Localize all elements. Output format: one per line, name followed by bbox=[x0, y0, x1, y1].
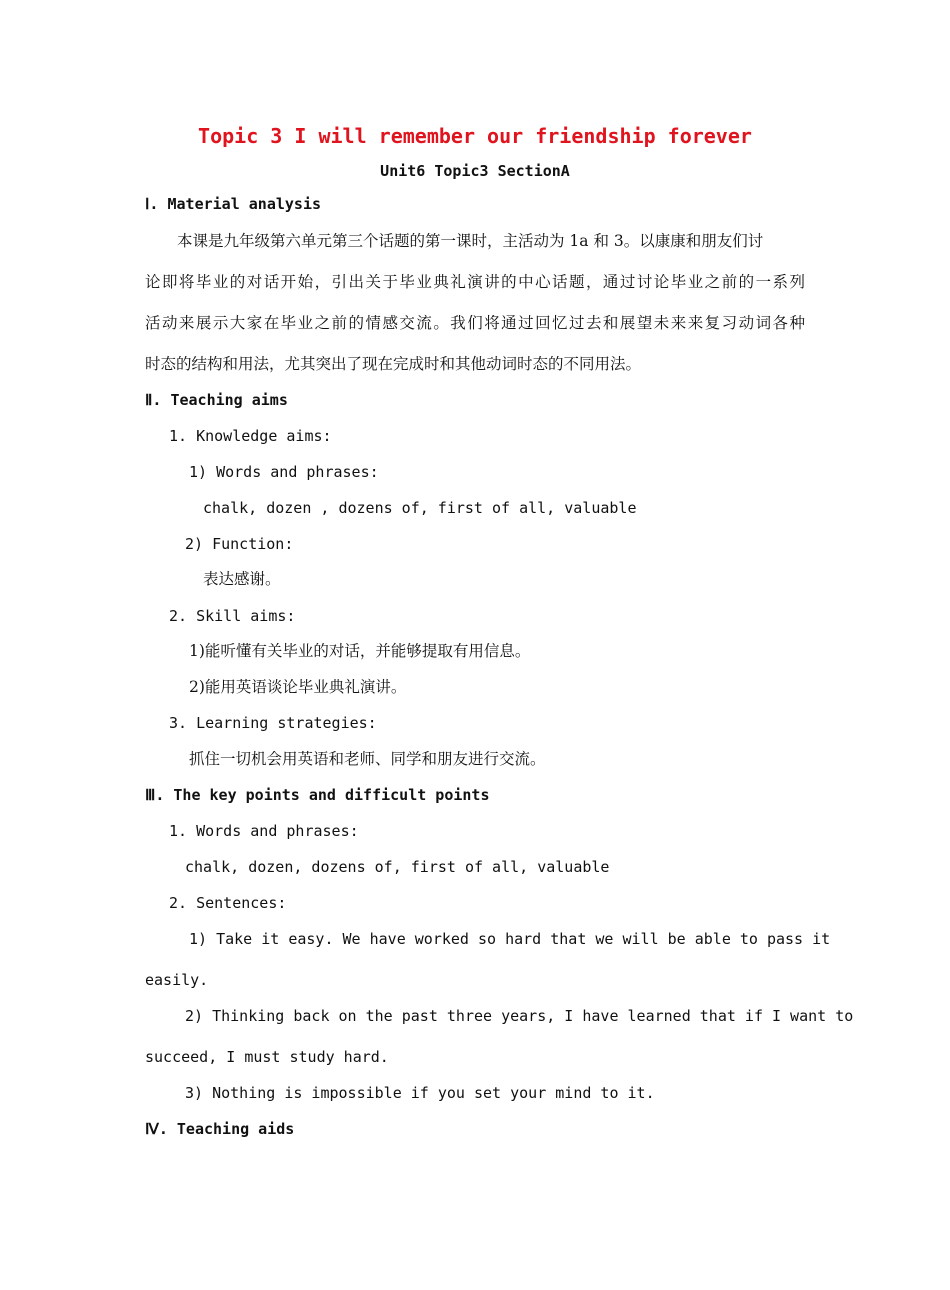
paragraph-line: 时态的结构和用法，尤其突出了现在完成时和其他动词时态的不同用法。 bbox=[145, 355, 642, 373]
document-title: Topic 3 I will remember our friendship forever bbox=[198, 124, 752, 148]
list-item: chalk, dozen , dozens of, first of all, valuable bbox=[203, 499, 637, 517]
list-item: 抓住一切机会用英语和老师、同学和朋友进行交流。 bbox=[189, 750, 546, 768]
paragraph-line: 论即将毕业的对话开始，引出关于毕业典礼演讲的中心话题，通过讨论毕业之前的一系列 bbox=[145, 273, 805, 291]
list-item: 1. Knowledge aims: bbox=[169, 427, 332, 445]
list-item: 2) Function: bbox=[185, 535, 294, 553]
list-item: 3) Nothing is impossible if you set your mind to it. bbox=[185, 1084, 655, 1102]
section-heading-teaching-aims: Ⅱ. Teaching aims bbox=[145, 391, 288, 409]
section-heading-teaching-aids: Ⅳ. Teaching aids bbox=[145, 1120, 295, 1138]
list-item: 2. Skill aims: bbox=[169, 607, 296, 625]
list-item: 表达感谢。 bbox=[203, 570, 281, 588]
list-item: 1. Words and phrases: bbox=[169, 822, 359, 840]
list-item: 1) Words and phrases: bbox=[189, 463, 379, 481]
section-heading-material-analysis: Ⅰ. Material analysis bbox=[145, 195, 322, 213]
list-item: easily. bbox=[145, 971, 209, 989]
list-item: 3. Learning strategies: bbox=[169, 714, 377, 732]
list-item: 1) Take it easy. We have worked so hard that we will be able to pass it bbox=[189, 930, 831, 948]
document-subtitle: Unit6 Topic3 SectionA bbox=[380, 162, 570, 180]
paragraph-line: 本课是九年级第六单元第三个话题的第一课时，主活动为 1a 和 3。以康康和朋友们讨 bbox=[177, 232, 764, 250]
list-item: 2)能用英语谈论毕业典礼演讲。 bbox=[189, 678, 407, 696]
list-item: 2) Thinking back on the past three years, I have learned that if I want to bbox=[185, 1007, 854, 1025]
list-item: 1)能听懂有关毕业的对话，并能够提取有用信息。 bbox=[189, 642, 531, 660]
list-item: succeed, I must study hard. bbox=[145, 1048, 389, 1066]
list-item: 2. Sentences: bbox=[169, 894, 287, 912]
list-item: chalk, dozen, dozens of, first of all, valuable bbox=[185, 858, 610, 876]
section-heading-key-points: Ⅲ. The key points and difficult points bbox=[145, 786, 490, 804]
paragraph-line: 活动来展示大家在毕业之前的情感交流。我们将通过回忆过去和展望未来来复习动词各种 bbox=[145, 314, 805, 332]
